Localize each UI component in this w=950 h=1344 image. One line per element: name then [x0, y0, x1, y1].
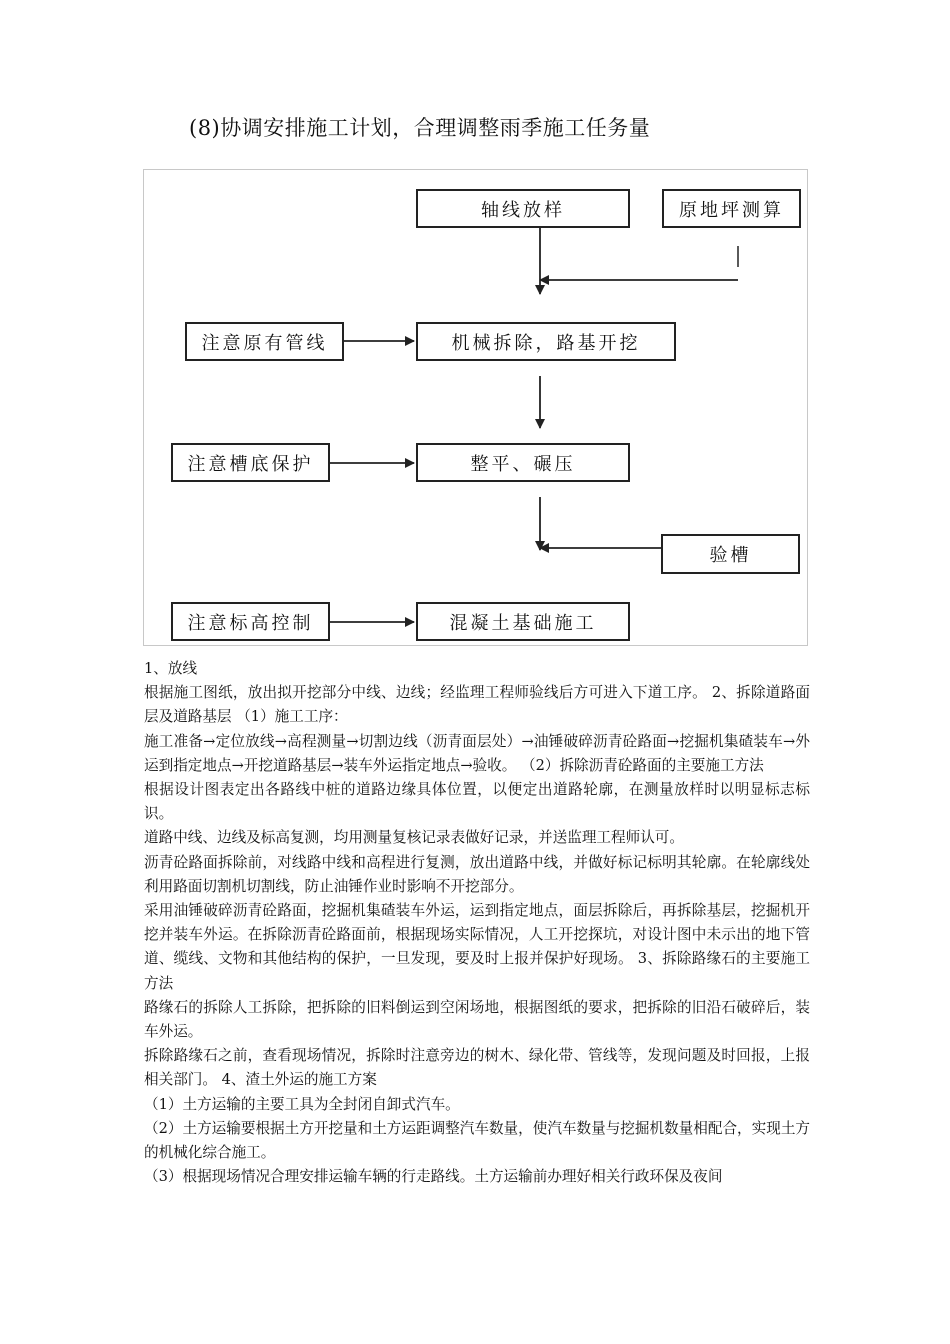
- paragraph: 道路中线、边线及标高复测，均用测量复核记录表做好记录，并送监理工程师认可。: [144, 829, 684, 847]
- box-level-compact: 整平、碾压: [416, 443, 630, 482]
- paragraph: 1、放线: [144, 660, 198, 677]
- paragraph: 路缘石的拆除人工拆除，把拆除的旧料倒运到空闲场地，根据图纸的要求，把拆除的旧沿石破碎后，装车外运。: [144, 998, 810, 1041]
- paragraph: 根据设计图表定出各路线中桩的道路边缘具体位置，以便定出道路轮廓，在测量放样时以明显标志标识。: [144, 781, 810, 823]
- body-text: [144, 657, 810, 1189]
- box-demolish: 机械拆除，路基开挖: [416, 322, 676, 361]
- paragraph: 根据施工图纸，放出拟开挖部分中线、边线；经监理工程师验线后方可进入下道工序。 2、拆除道路面层及道路基层 （1）施工工序：: [144, 684, 810, 726]
- box-ground-survey: 原地坪测算: [662, 189, 801, 228]
- paragraph: （2）土方运输要根据土方开挖量和土方运距调整汽车数量，使汽车数量与挖掘机数量相配合，实现土方的机械化综合施工。: [144, 1119, 811, 1162]
- paragraph: 施工准备→定位放线→高程测量→切割边线（沥青面层处）→油锤破碎沥青砼路面→挖掘机集碴装车→外运到指定地点→开挖道路基层→装车外运指定地点→验收。 （2）拆除沥青砼路面的主要施工方法: [144, 732, 810, 774]
- construction-flowchart: [143, 169, 808, 646]
- paragraph: （1）土方运输的主要工具为全封闭自卸式汽车。: [144, 1095, 460, 1113]
- flowchart-connectors: [144, 170, 809, 647]
- box-inspect: 验槽: [661, 534, 800, 574]
- paragraph: （3）根据现场情况合理安排运输车辆的行走路线。土方运输前办理好相关行政环保及夜间: [144, 1168, 723, 1186]
- box-axis-layout: 轴线放样: [416, 189, 630, 228]
- box-pipeline-note: 注意原有管线: [185, 322, 344, 361]
- box-elevation-note: 注意标高控制: [171, 602, 330, 641]
- paragraph: 沥青砼路面拆除前，对线路中线和高程进行复测，放出道路中线，并做好标记标明其轮廓。在轮廓线处利用路面切割机切割线，防止油锤作业时影响不开挖部分。: [144, 853, 810, 895]
- paragraph: 拆除路缘石之前，查看现场情况，拆除时注意旁边的树木、绿化带、管线等，发现问题及时回报，上报相关部门。 4、渣土外运的施工方案: [144, 1047, 810, 1089]
- paragraph: 采用油锤破碎沥青砼路面，挖掘机集碴装车外运，运到指定地点，面层拆除后，再拆除基层，挖掘机开挖并装车外运。在拆除沥青砼路面前，根据现场实际情况，人工开挖探坑，对设计图中未示出的地下管道、缆线、文物和其他结构的保护，一旦发现，要及时上报并保护好现场。 3、拆除路缘石的主要施工方法: [144, 902, 810, 992]
- section-heading: (8)协调安排施工计划，合理调整雨季施工任务量: [189, 116, 651, 140]
- box-concrete: 混凝土基础施工: [416, 602, 630, 641]
- box-trench-protect: 注意槽底保护: [171, 443, 330, 482]
